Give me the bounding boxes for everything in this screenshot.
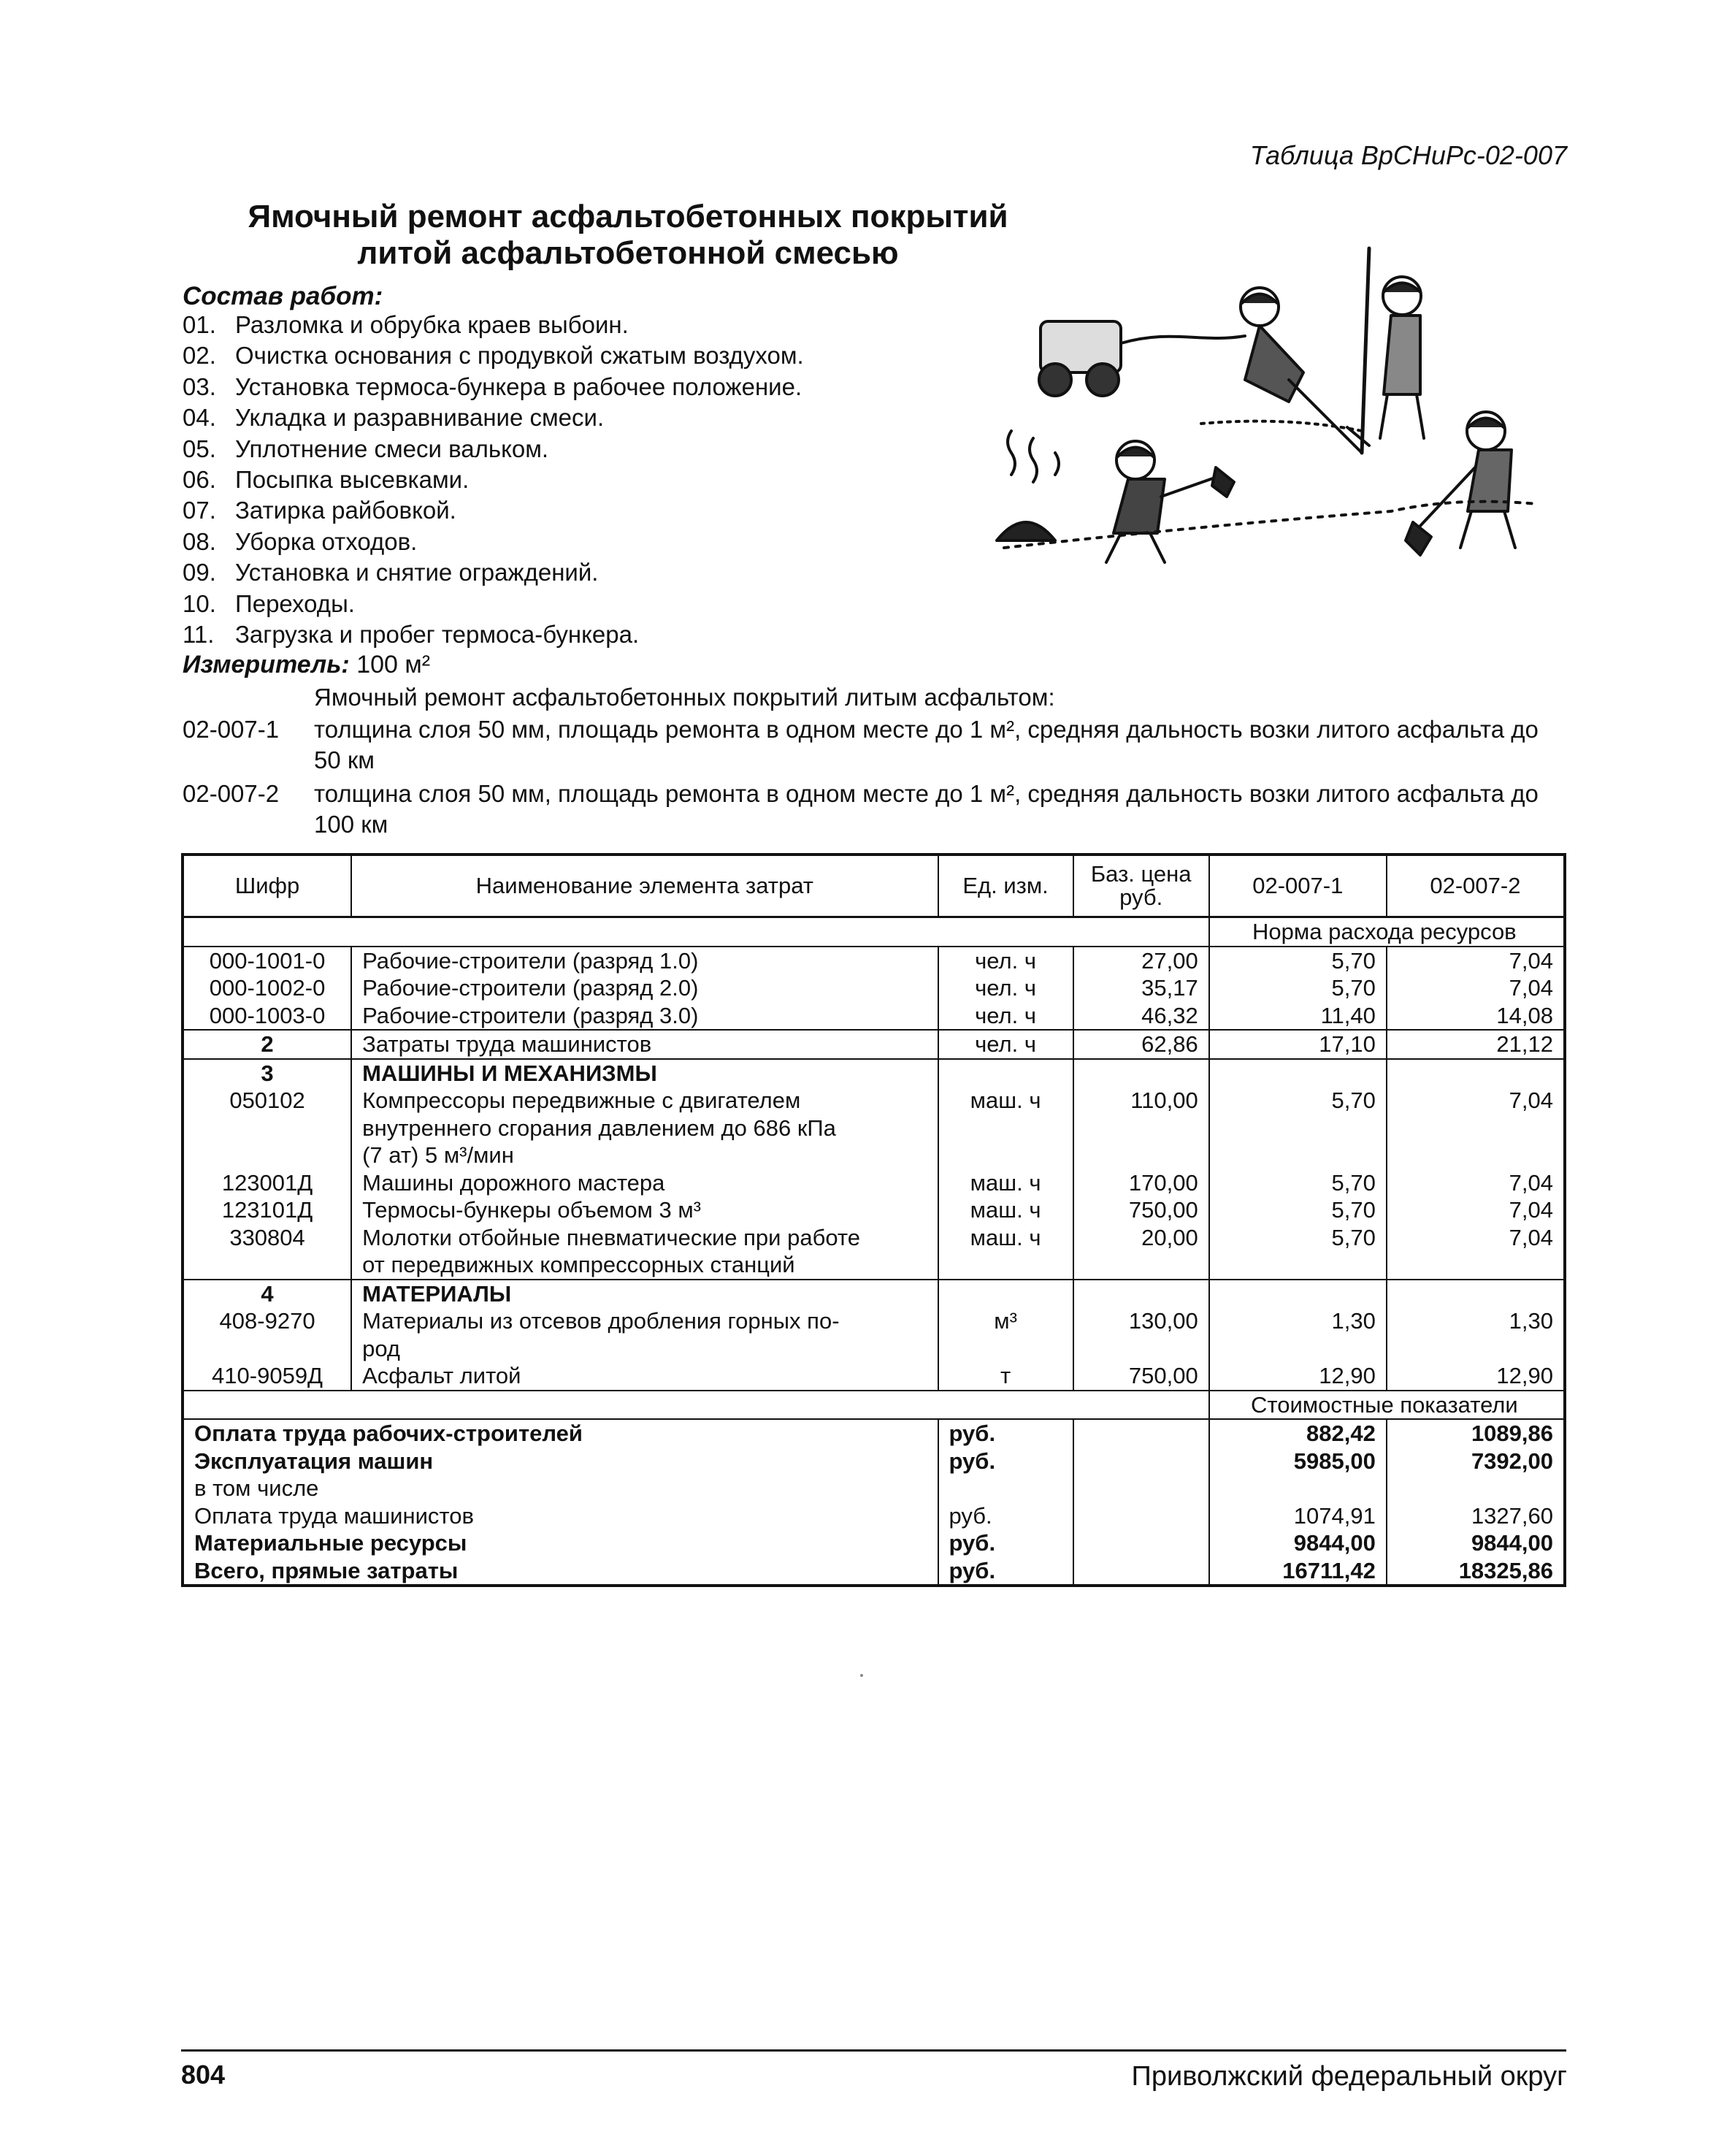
empty-cell	[1073, 1059, 1209, 1087]
row-variant-1: 5,70	[1209, 947, 1387, 975]
summary-name: Оплата труда машинистов	[183, 1502, 938, 1530]
labor-row	[183, 1002, 1565, 1031]
page-number: 804	[181, 2060, 226, 2090]
header-unit: Ед. изм.	[938, 855, 1073, 917]
operators-row	[183, 1030, 1565, 1059]
row-unit: маш. ч	[938, 1169, 1073, 1197]
page-title	[183, 199, 1073, 272]
empty-cell	[1387, 1059, 1565, 1087]
row-variant-2: 7,04	[1387, 1224, 1565, 1280]
work-item-number: 07.	[183, 497, 216, 524]
row-code: 330804	[183, 1224, 351, 1280]
name-line: Компрессоры передвижные с двигателем	[362, 1087, 801, 1113]
work-item-number: 02.	[183, 342, 216, 370]
row-unit: маш. ч	[938, 1224, 1073, 1280]
empty-cell	[1073, 1557, 1209, 1586]
stray-dot	[860, 1674, 863, 1677]
work-item-text: Уборка отходов.	[235, 527, 418, 555]
summary-name: Всего, прямые затраты	[183, 1557, 938, 1586]
section-label: Стоимостные показатели	[1209, 1391, 1565, 1420]
row-unit: чел. ч	[938, 974, 1073, 1002]
footer-region: Приволжский федеральный округ	[1131, 2061, 1567, 2092]
empty-cell	[183, 917, 1209, 947]
row-price: 750,00	[1073, 1196, 1209, 1224]
row-name	[351, 1196, 938, 1224]
summary-variant-2: 9844,00	[1387, 1529, 1565, 1557]
work-item-text: Разломка и обрубка краев выбоин.	[235, 311, 629, 338]
work-item-text: Затирка райбовкой.	[235, 497, 456, 524]
row-price: 750,00	[1073, 1362, 1209, 1391]
row-unit: м³	[938, 1307, 1073, 1362]
work-item-text: Посыпка высевками.	[235, 466, 470, 494]
work-composition-list	[183, 310, 804, 650]
row-price: 20,00	[1073, 1224, 1209, 1280]
summary-unit: руб.	[938, 1502, 1073, 1530]
work-item-number: 05.	[183, 435, 216, 462]
work-item	[183, 434, 804, 465]
row-code: 123101Д	[183, 1196, 351, 1224]
row-unit: чел. ч	[938, 1030, 1073, 1059]
variant-description: толщина слоя 50 мм, площадь ремонта в одном месте до 1 м², средняя дальность возки литого асфальта до 100 км	[314, 780, 1539, 838]
row-variant-1: 11,40	[1209, 1002, 1387, 1031]
empty-cell	[1209, 1280, 1387, 1308]
summary-name: Оплата труда рабочих-строителей	[183, 1419, 938, 1448]
row-variant-1: 5,70	[1209, 1224, 1387, 1280]
work-item-number: 01.	[183, 311, 216, 338]
summary-row	[183, 1448, 1565, 1475]
name-line: внутреннего сгорания давлением до 686 кПа	[362, 1115, 836, 1141]
empty-cell	[938, 1059, 1073, 1087]
empty-cell	[183, 1391, 1209, 1420]
group-code: 4	[183, 1280, 351, 1308]
row-variant-1: 17,10	[1209, 1030, 1387, 1059]
row-variant-2: 1,30	[1387, 1307, 1565, 1362]
work-item-number: 04.	[183, 404, 216, 432]
summary-row	[183, 1419, 1565, 1448]
work-item-text: Загрузка и пробег термоса-бункера.	[235, 621, 640, 649]
machine-row	[183, 1196, 1565, 1224]
work-item	[183, 465, 804, 495]
row-price: 170,00	[1073, 1169, 1209, 1197]
summary-variant-1: 1074,91	[1209, 1502, 1387, 1530]
work-item	[183, 557, 804, 588]
work-item-text: Установка термоса-бункера в рабочее положение.	[235, 372, 802, 400]
work-item-text: Укладка и разравнивание смеси.	[235, 404, 605, 432]
row-code: 000-1001-0	[183, 947, 351, 975]
group-code: 3	[183, 1059, 351, 1087]
empty-cell	[1209, 1059, 1387, 1087]
row-unit: чел. ч	[938, 947, 1073, 975]
row-variant-2: 7,04	[1387, 1169, 1565, 1197]
group-name: МАТЕРИАЛЫ	[351, 1280, 938, 1308]
work-item-text: Очистка основания с продувкой сжатым воздухом.	[235, 342, 804, 370]
variant-code: 02-007-2	[183, 780, 280, 807]
summary-variant-2: 1327,60	[1387, 1502, 1565, 1530]
summary-unit: руб.	[938, 1557, 1073, 1586]
work-item-number: 06.	[183, 466, 216, 494]
row-code: 000-1002-0	[183, 974, 351, 1002]
row-variant-2: 7,04	[1387, 947, 1565, 975]
row-code: 050102	[183, 1087, 351, 1169]
compressor-cart-icon	[1039, 321, 1245, 396]
work-item-text: Уплотнение смеси вальком.	[235, 435, 549, 462]
work-item	[183, 372, 804, 402]
row-variant-2: 14,08	[1387, 1002, 1565, 1031]
name-line: род	[362, 1335, 400, 1361]
empty-cell	[1073, 1280, 1209, 1308]
name-line: Машины дорожного мастера	[362, 1169, 665, 1196]
row-price: 110,00	[1073, 1087, 1209, 1169]
summary-unit: руб.	[938, 1419, 1073, 1448]
empty-cell	[1387, 1280, 1565, 1308]
row-variant-1: 5,70	[1209, 1196, 1387, 1224]
work-item	[183, 402, 804, 433]
summary-unit: руб.	[938, 1448, 1073, 1475]
machine-row	[183, 1169, 1565, 1197]
row-name	[351, 1087, 938, 1169]
title-line-1: Ямочный ремонт асфальтобетонных покрытий	[248, 199, 1008, 234]
measure-line	[183, 651, 430, 679]
variant-1	[183, 714, 1570, 776]
measure-value: 100 м²	[356, 651, 431, 678]
summary-row	[183, 1529, 1565, 1557]
row-code: 410-9059Д	[183, 1362, 351, 1391]
empty-cell	[1073, 1475, 1209, 1502]
summary-variant-2: 18325,86	[1387, 1557, 1565, 1586]
row-price: 130,00	[1073, 1307, 1209, 1362]
work-item-number: 10.	[183, 589, 216, 617]
row-code: 408-9270	[183, 1307, 351, 1362]
summary-row	[183, 1475, 1565, 1502]
row-variant-1: 5,70	[1209, 974, 1387, 1002]
header-price: Баз. цена руб.	[1073, 855, 1209, 917]
work-item	[183, 310, 804, 340]
worker-shovel-left-icon	[1106, 441, 1234, 562]
name-line: Молотки отбойные пневматические при работе	[362, 1224, 860, 1250]
row-unit: чел. ч	[938, 1002, 1073, 1031]
row-unit: т	[938, 1362, 1073, 1391]
work-item-number: 09.	[183, 559, 216, 586]
cost-label-row	[183, 1391, 1565, 1420]
name-line: Асфальт литой	[362, 1363, 521, 1388]
row-variant-2: 7,04	[1387, 974, 1565, 1002]
work-item-number: 11.	[183, 621, 215, 649]
row-variant-2: 12,90	[1387, 1362, 1565, 1391]
machine-row	[183, 1224, 1565, 1280]
row-name: Рабочие-строители (разряд 2.0)	[351, 974, 938, 1002]
footer-divider	[181, 2049, 1566, 2052]
work-item	[183, 340, 804, 371]
row-variant-1: 5,70	[1209, 1087, 1387, 1169]
summary-name: в том числе	[183, 1475, 938, 1502]
summary-variant-1: 9844,00	[1209, 1529, 1387, 1557]
row-price: 46,32	[1073, 1002, 1209, 1031]
empty-cell	[1073, 1529, 1209, 1557]
labor-row	[183, 974, 1565, 1002]
group-name: МАШИНЫ И МЕХАНИЗМЫ	[351, 1059, 938, 1087]
asphalt-pile-icon	[997, 431, 1059, 540]
materials-group-row	[183, 1280, 1565, 1308]
header-name: Наименование элемента затрат	[351, 855, 938, 917]
measure-label: Измеритель:	[183, 651, 350, 678]
variant-2	[183, 779, 1570, 840]
row-name	[351, 1224, 938, 1280]
header-variant-2: 02-007-2	[1387, 855, 1565, 917]
summary-row	[183, 1557, 1565, 1586]
empty-cell	[938, 1280, 1073, 1308]
summary-unit: руб.	[938, 1529, 1073, 1557]
summary-variant-2: 1089,86	[1387, 1419, 1565, 1448]
labor-row	[183, 947, 1565, 975]
machine-row	[183, 1087, 1565, 1169]
work-item-text: Установка и снятие ограждений.	[235, 559, 599, 586]
row-unit: маш. ч	[938, 1087, 1073, 1169]
row-variant-2: 7,04	[1387, 1196, 1565, 1224]
row-price: 35,17	[1073, 974, 1209, 1002]
work-item-number: 08.	[183, 527, 216, 555]
empty-cell	[1073, 1502, 1209, 1530]
summary-variant-1: 16711,42	[1209, 1557, 1387, 1586]
variant-code: 02-007-1	[183, 716, 280, 743]
title-line-2: литой асфальтобетонной смесью	[357, 235, 899, 271]
table-label: Таблица ВрСНиРс-02-007	[1249, 140, 1567, 170]
summary-unit	[938, 1475, 1073, 1502]
row-name: Рабочие-строители (разряд 1.0)	[351, 947, 938, 975]
work-item	[183, 589, 804, 619]
summary-variant-2	[1387, 1475, 1565, 1502]
table-header-row	[183, 855, 1565, 917]
row-unit: маш. ч	[938, 1196, 1073, 1224]
row-name: Рабочие-строители (разряд 3.0)	[351, 1002, 938, 1031]
variant-description: толщина слоя 50 мм, площадь ремонта в одном месте до 1 м², средняя дальность возки литого асфальта до 50 км	[314, 716, 1539, 773]
row-variant-2: 21,12	[1387, 1030, 1565, 1059]
summary-variant-1: 5985,00	[1209, 1448, 1387, 1475]
empty-cell	[1073, 1419, 1209, 1448]
row-variant-2: 7,04	[1387, 1087, 1565, 1169]
summary-name: Эксплуатация машин	[183, 1448, 938, 1475]
summary-variant-2: 7392,00	[1387, 1448, 1565, 1475]
section-label: Норма расхода ресурсов	[1209, 917, 1565, 947]
worker-standing-icon	[1362, 248, 1424, 453]
row-price: 62,86	[1073, 1030, 1209, 1059]
row-name	[351, 1307, 938, 1362]
norm-label-row	[183, 917, 1565, 947]
row-name	[351, 1169, 938, 1197]
row-variant-1: 5,70	[1209, 1169, 1387, 1197]
work-item-text: Переходы.	[235, 589, 355, 617]
material-row	[183, 1307, 1565, 1362]
machines-group-row	[183, 1059, 1565, 1087]
empty-cell	[1073, 1448, 1209, 1475]
name-line: от передвижных компрессорных станций	[362, 1252, 795, 1277]
summary-variant-1: 882,42	[1209, 1419, 1387, 1448]
row-variant-1: 1,30	[1209, 1307, 1387, 1362]
work-item	[183, 527, 804, 557]
row-code: 2	[183, 1030, 351, 1059]
variants-title: Ямочный ремонт асфальтобетонных покрытий литым асфальтом:	[314, 684, 1055, 711]
row-name: Затраты труда машинистов	[351, 1030, 938, 1059]
name-line: Материалы из отсевов дробления горных по-	[362, 1308, 840, 1334]
work-composition-heading: Состав работ:	[183, 282, 383, 310]
row-variant-1: 12,90	[1209, 1362, 1387, 1391]
resource-cost-table	[181, 853, 1566, 1587]
summary-row	[183, 1502, 1565, 1530]
summary-variant-1	[1209, 1475, 1387, 1502]
header-code: Шифр	[183, 855, 351, 917]
summary-name: Материальные ресурсы	[183, 1529, 938, 1557]
name-line: (7 ат) 5 м³/мин	[362, 1142, 514, 1168]
row-code: 000-1003-0	[183, 1002, 351, 1031]
row-code: 123001Д	[183, 1169, 351, 1197]
row-name	[351, 1362, 938, 1391]
road-workers-illustration	[982, 234, 1544, 584]
work-item	[183, 619, 804, 650]
row-price: 27,00	[1073, 947, 1209, 975]
material-row	[183, 1362, 1565, 1391]
work-item	[183, 495, 804, 526]
name-line: Термосы-бункеры объемом 3 м³	[362, 1197, 701, 1223]
header-variant-1: 02-007-1	[1209, 855, 1387, 917]
work-item-number: 03.	[183, 372, 216, 400]
